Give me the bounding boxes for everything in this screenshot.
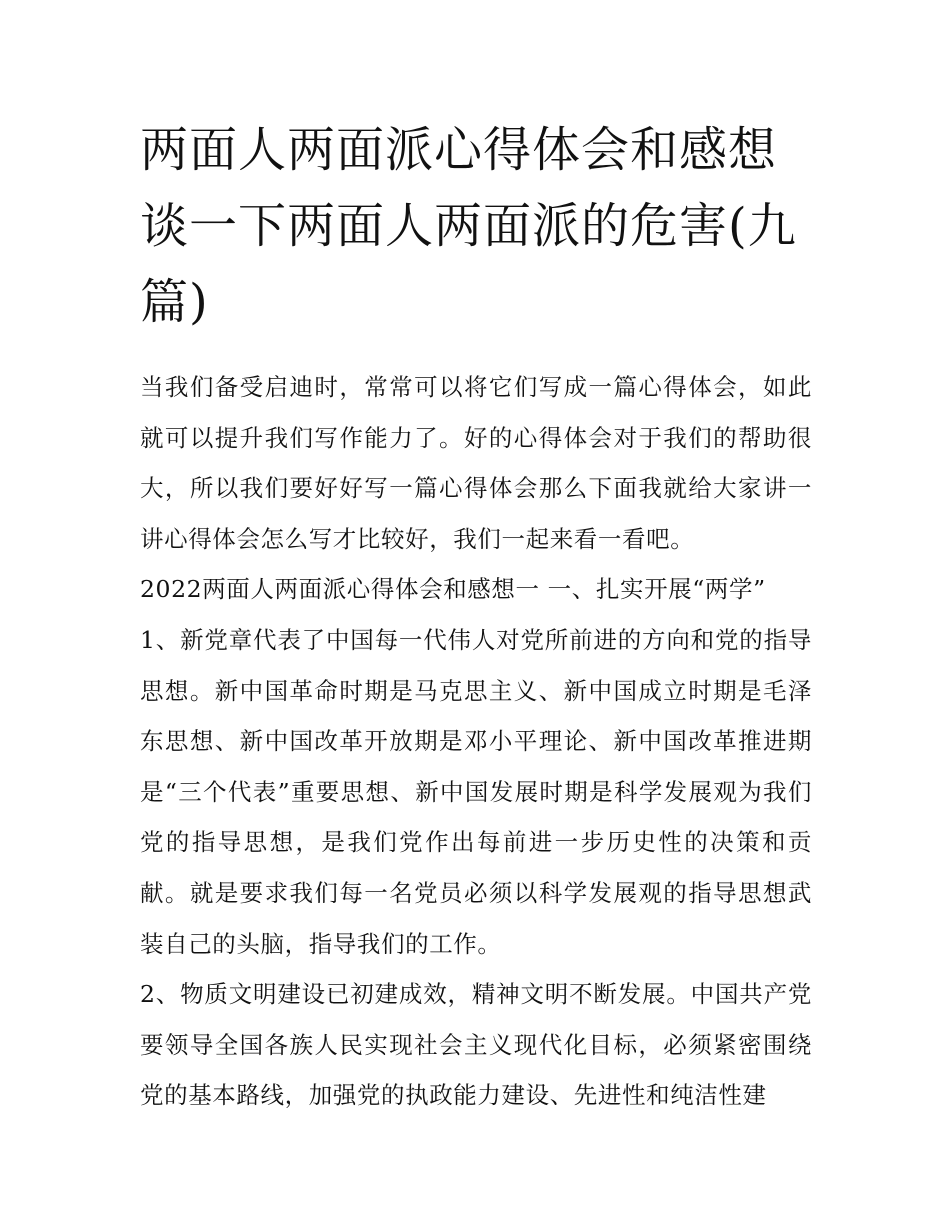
document-page	[140, 112, 812, 1121]
document-body	[140, 362, 812, 1121]
document-title: 两面人两面派心得体会和感想谈一下两面人两面派的危害(九篇)	[140, 122, 797, 330]
paragraph-point-2: 2、物质文明建设已初建成效，精神文明不断发展。中国共产党要领导全国各族人民实现社会主义现代化目标，必须紧密围绕党的基本路线，加强党的执政能力建设、先进性和纯洁性建	[140, 980, 812, 1110]
paragraph-point-1: 1、新党章代表了中国每一代伟人对党所前进的方向和党的指导思想。新中国革命时期是马克思主义、新中国成立时期是毛泽东思想、新中国改革开放期是邓小平理论、新中国改革推进期是“三个代表”重要思想、新中国发展时期是科学发展观为我们党的指导思想，是我们党作出每前进一步历史性的决策和贡献。就是要求我们每一名党员必须以科学发展观的指导思想武装自己的头脑，指导我们的工作。	[140, 625, 812, 958]
paragraph-heading-1: 2022两面人两面派心得体会和感想一 一、扎实开展“两学”	[140, 575, 766, 604]
paragraph-intro: 当我们备受启迪时，常常可以将它们写成一篇心得体会，如此就可以提升我们写作能力了。好的心得体会对于我们的帮助很大，所以我们要好好写一篇心得体会那么下面我就给大家讲一讲心得体会怎么写才比较好，我们一起来看一看吧。	[140, 373, 812, 553]
